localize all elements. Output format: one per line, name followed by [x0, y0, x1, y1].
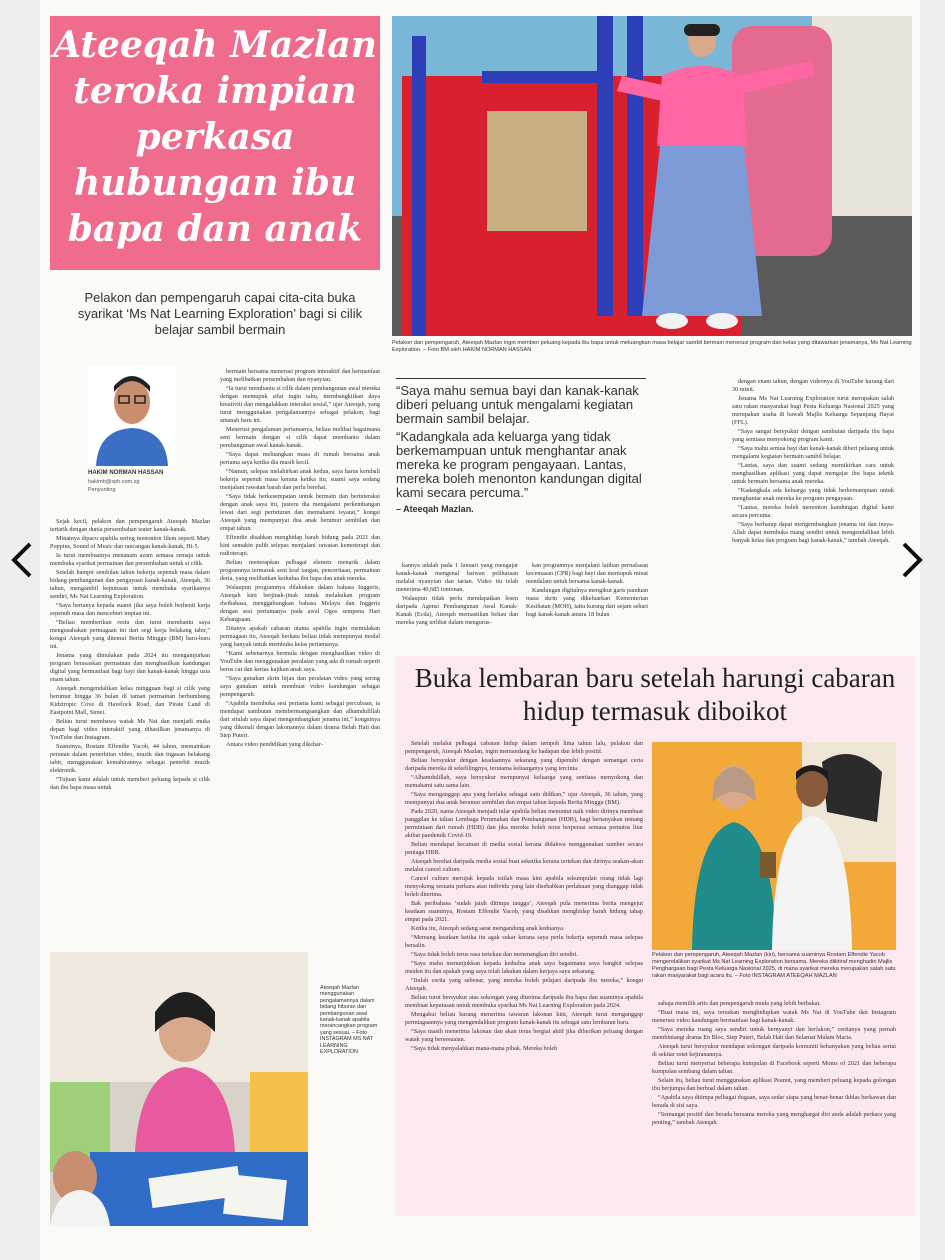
article-column-4 — [526, 562, 648, 642]
class-photo-caption: Ateeqah Mazlan menggunakan pengalamannya dalam bidang hiburan dan pembangunan awal kanak-kanak apabila merancangkan program yang sesuai. – Foto INSTAGRAM MS NAT LEARNING EXPLORATION — [320, 985, 378, 1056]
section-2-column-2 — [652, 1000, 896, 1212]
paragraph: “Saya tidak berkesempatan untuk bermain dan berinteraksi dengan anak saya itu, justeru dia mengalami perkembangan lewat dari segi pertuturan dan memahami isyarat,” kongsi Ateeqah yang mempunyai dua anak berumur sembilan dan empat tahun. — [220, 493, 380, 532]
class-photo-illustration — [50, 952, 308, 1226]
paragraph: Setelah melalui pelbagai cabaran hidup dalam tempoh lima tahun lalu, pelakon dan pempengaruh, Ateeqah Mazlan, ingin memandang ke hadapan dan lebih positif. — [405, 740, 643, 755]
paragraph: dengan enam tahun, dengan videonya di YouTube kurang dari 30 minit. — [732, 378, 894, 393]
paragraph: “Kadangkala ada keluarga yang tidak berkemampuan untuk menghantar anak mereka ke program pengayaan. — [732, 487, 894, 502]
paragraph: “Saya sangat bersyukur dengan sambutan daripada ibu bapa yang sentiasa menyokong program kami. — [732, 428, 894, 443]
section-2-column-1 — [405, 740, 643, 1210]
paragraph: “Saya gunakan skrin hijau dan peralatan video yang sering saya gunakan untuk membuat video kandungan sebagai pempengaruh. — [220, 675, 380, 698]
paragraph: Walaupun tidak perlu mendapatkan lesen daripada Agensi Pembangunan Awal Kanak-Kanak (Ecda), Ateeqah memastikan beliau dan mereka yang terlibat dalam mengurus- — [396, 595, 518, 626]
couple-photo-caption: Pelakon dan pempengaruh, Ateeqah Mazlan (kiri), bersama suaminya Rostam Effendie Yacob mengendalikan syarikat Ms Nat Learning Exploration bersama. Mereka diiktiraf menghadiri Majlis Penghargaan bagi Pesta Keluarga Nasional 2025, di mana syarikat mereka merupakan salah satu rakan masyarakat bagi acara itu. – Foto INSTAGRAM ATEEQAH MAZLAN — [652, 952, 896, 979]
paragraph: “Saya masih menerima lakonan dan akan terus bergiat aktif jika diberikan peluang dengan watak yang bersesuaian. — [405, 1028, 643, 1043]
paragraph: “Saya tidak boleh terus rasa tertekan dan menenangkan diri sendiri. — [411, 951, 579, 958]
paragraph: Beliau turut menyertai beberapa kumpulan di Facebook seperti Moms of 2021 dan beberapa kumpulan sembang dalam talian. — [652, 1060, 896, 1075]
paragraph: Beliau turut bersyukur atas sokongan yang diterima daripada ibu bapa dan suaminya apabila membuat keputusan untuk membuka syarikat Ms Nat Learning Exploration pada 2024. — [405, 994, 643, 1009]
headline: Ateeqah Mazlan teroka impian perkasa hubungan ibu bapa dan anak — [53, 24, 377, 250]
class-photo — [50, 952, 308, 1226]
paragraph: kan programnya menjalani latihan pernafasan kecemasan (CPR) bagi bayi dan memupuk minat mendalam untuk bersama kanak-kanak. — [526, 562, 648, 585]
paragraph: Pada 2020, nama Ateeqah menjadi tular apabila beliau menuntut naik video dirinya membuat panggilan ke talian Lembaga Perumahan dan Pembangunan (HDB), bagi bertanyakan tentang permintaan dari rumah (HDB) dan jika mereka boleh terus berperasi semasa pemutus litar akibat pandemik Covid-19. — [405, 808, 643, 839]
author-photo — [88, 366, 176, 466]
paragraph: Menerusi pengalaman pertamanya, beliau melihat bagaimana seni bermain dengan si cilik dapat membantu dalam pembangunan awal kanak-kanak. — [220, 426, 380, 449]
main-photo — [392, 16, 912, 336]
paragraph: “Beliau memberikan restu dan turut membantu saya mengusahakan perniagaan ini dari segi kerja belakang tabir,” kongsi Ateeqah yang ditemui Berita Minggu (BM) baru-baru ini. — [50, 619, 210, 650]
paragraph: “Lantas, saya dan suami sedang memikirkan cara untuk menghasilkan aplikasi yang dapat mengajar ibu bapa teknik untuk bermain bersama anak mereka. — [732, 462, 894, 485]
paragraph: Cancel culture merujuk kepada istilah masa kini apabila sekumpulan orang tidak lagi menyokong sesuatu perkara atau individu yang lain disebabkan perlakuan yang dianggap tidak boleh diterima. — [405, 875, 643, 898]
newspaper-page — [40, 0, 920, 1260]
main-photo-illustration — [392, 16, 912, 336]
paragraph: Walaupun programnya dilakukan dalam bahasa Inggeris, Ateeqah kini berjinak-jinak untuk melakukan program dwibahasa, menggabungkan bahasa Melayu dan Inggeris dengan sesi pertamanya pada awal Ogos sempena Hari Kebangsaan. — [220, 584, 380, 623]
paragraph: “Itulah cerita yang sebenar, yang mereka boleh pelajari daripada ibu mereka,” kongsi Ateeqah. — [405, 977, 643, 992]
subheadline: Pelakon dan pempengaruh capai cita-cita buka syarikat ‘Ms Nat Learning Exploration’ bagi si cilik belajar sambil bermain — [77, 290, 363, 337]
chevron-left-icon — [10, 540, 34, 580]
paragraph: Mengakui beliau kurang menerima tawaran lakonan kini, Ateeqah turut menganggap permiagaannya yang mengendalikan program kanak-kanak itu sebagai satu lembaran baru. — [405, 1011, 643, 1026]
paragraph: Jenama yang dimulakan pada 2024 itu mengamjurkan program berasaskan permainan dan menghasilkan kandungan digital yang bermanfaat bagi bayi dan kanak-kanak hingga usia enam tahun. — [50, 652, 210, 683]
paragraph: “Saya bertanya kepada suami jika saya boleh berhenti kerja sepenuh masa dan menceburi impian ini. — [50, 602, 210, 617]
paragraph: Effendie disahkan menghidap barah hidung pada 2021 dan kini semakin pulih selepas menjalani rawatan kemoterapi dan radioterapi. — [220, 534, 380, 557]
article-column-2 — [220, 368, 380, 950]
byline-email: hakimh@sph.com.sg — [88, 479, 140, 485]
paragraph: “Tujuan kami adalah untuk memberi peluang kepada si cilik dan ibu bapa masa untuk — [50, 776, 210, 791]
chevron-right-icon — [900, 540, 924, 580]
paragraph: Beliau bersyukur dengan keadaannya sekarang yang dipenuhi dengan semangat ceria daripada mereka di sekelilingnya, terutama keluarganya yang tercinta. — [405, 757, 643, 772]
paragraph: bermain bersama menerusi program interaktif dan bermanfaat yang melibatkan persembahan dan nyanyian. — [220, 368, 380, 383]
paragraph: Beliau mendapat kecaman di media sosial kerana didakwa menggunakan sumber secara peniaga HBB. — [405, 841, 643, 856]
quote-line-1: “Saya mahu semua bayi dan kanak-kanak diberi peluang untuk mengalami kegiatan bermain sambil belajar. — [396, 383, 639, 426]
pull-quote — [396, 384, 644, 544]
paragraph: “Saya mereka ruang saya sendiri untuk bernyanyi dan berlakon,” ceritanya yang pernah membintangi drama En Bloc, Step Puteri, Belah Hati dan Selamat Malam Maria. — [652, 1026, 896, 1041]
byline-role: Penyunting — [88, 487, 116, 493]
headline-box — [50, 16, 380, 270]
paragraph: Ateeqah mengendalikan kelas mingguan bagi si cilik yang berumur hingga 36 bulan di taman permainan berbumbung Kidztropic Cove di Havelock Road, dan Pirate Land di Eastpoint Mall, Simei. — [50, 685, 210, 716]
paragraph: “Saya tidak menyalahkan mana-mana pihak. Mereka boleh — [411, 1045, 558, 1052]
paragraph: sahaja memilih artis dan pempengaruh muda yang lebih berbakat. — [658, 1000, 821, 1007]
paragraph: Ditanya apakah cabaran utama apabila ingin memulakan perniagaan itu, Ateeqah berkata beliau tidak mempunyai modal yang banyak untuk membuka kelas pertamanya. — [220, 625, 380, 648]
paragraph: Selain itu, beliau turut menggunakan aplikasi Peanut, yang memberi peluang kepada golongan ibu berjumpa dan berbual dalam talian. — [652, 1077, 896, 1092]
next-page-button[interactable] — [900, 540, 924, 580]
article-column-3 — [396, 562, 518, 642]
paragraph: Ateeqah berehat daripada media sosial buat seketika kerana tertekan dan dirinya seakan-akan melalui cancel culture. — [405, 858, 643, 873]
paragraph: Suaminya, Rostam Effendie Yacob, 44 tahun, memainkan peranan dalam penerbitan video, muzik dan tugasan belakang tabir, menggunakan kemahirannya sebagai penerbit muzik elektronik. — [50, 743, 210, 774]
paragraph: “Memang keadaan ketika itu agak sukar kerana saya perlu bekerja sepenuh masa selepas bersalin. — [405, 934, 643, 949]
article-column-1 — [50, 518, 210, 950]
paragraph: Beliau turut membawa watak Ms Nat dan menjadi muka depan bagi video interaktif yang dihasilkan jenamanya di YouTube dan Instagram. — [50, 718, 210, 741]
paragraph: Kandungan digitalnya mengikut garis panduan masa skrin yang dikeluarkan Kementerian Kesihatan (MOH), iaitu kurang dari sejam sehari bagi kanak-kanak antara 18 bulan — [526, 587, 648, 618]
paragraph: “Apabila membuka sesi pertama kami sebagai percubaan, ia mendapat sambutan membermangsangkan dan alhamdulillah dari situlah saya dapat mengembangkan jenama ini,” kongsinya yang dikenali dengan lakonannya dalam drama Belah Hati dan Step Puteri. — [220, 700, 380, 739]
prev-page-button[interactable] — [10, 540, 34, 580]
section-2-headline: Buka lembaran baru setelah harungi cabaran hidup termasuk diboikot — [414, 663, 896, 726]
couple-photo — [652, 742, 896, 950]
paragraph: “Kami sebenarnya bermula dengan menghasilkan video di YouTube dan menggunakan peralatan yang ada di rumah seperti berus cat dan kertas kajikan anak saya. — [220, 650, 380, 673]
main-photo-caption: Pelakon dan pempengaruh, Ateeqah Mazlan ingin memberi peluang kepada ibu bapa untuk meluangkan masa belajar sambil bermain menerusi program dan kelas yang ditawarkan jenamanya, Ms Nat Learning Exploration. – Foto BM oleh HAKIM NORMAN HASSAN — [392, 340, 912, 353]
paragraph: “Saya berharap dapat mengembangkan jenama ini dan insya-Allah dapat membuka ruang sendiri untuk mengendalikan lebih banyak kelas dan program bagi kanak-kanak,” tambah Ateeqah. — [732, 521, 894, 544]
paragraph: Minatnya dipacu apabila sering menonton filem seperti Mary Poppins, Sound of Music dan rancangan kanak-kanak, Hi-5. — [50, 535, 210, 550]
author-portrait — [88, 366, 176, 466]
paragraph: Jenama Ms Nat Learning Exploration turut merupakan salah satu rakan masyarakat bagi Pesta Keluarga Nasional 2025 yang merupakan usaha di bawah Majlis Keluarga Sepanjang Hayat (FFL). — [732, 395, 894, 426]
paragraph: Beliau menerapkan pelbagai elemen menarik dalam programnya termasuk seni kraf tangan, penceritaan, permainan deria, yang melibatkan kedudua ibu bapa dan anak mereka. — [220, 559, 380, 582]
paragraph: “Buat masa ini, saya teruskan menghidupkan watak Ms Nat di YouTube dan Instagram menerusi video kandungan bermanfaat bagi kanak-kanak. — [652, 1009, 896, 1024]
paragraph: Antara video pendidikan yang dikehar- — [226, 741, 323, 748]
paragraph: Ketika itu, Ateeqah sedang sarat mengandung anak keduanya. — [411, 925, 565, 932]
paragraph: “Lantas, mereka boleh menonton kandungan digital kami secara percuma. — [732, 504, 894, 519]
byline-name: HAKIM NORMAN HASSAN — [88, 470, 164, 476]
paragraph: Sejak kecil, pelakon dan pempengaruh Ateeqah Mazlan tertarik dengan dunia persembahan teater kanak-kanak. — [50, 518, 210, 533]
paragraph: “Saya dapat meluangkan masa di rumah bersama anak pertama saya ketika dia masih kecil. — [220, 451, 380, 466]
paragraph: “Alhamdulillah, saya bersyukur mempunyai keluarga yang sentiasa menyokong dan memahami satu sama lain. — [405, 774, 643, 789]
quote-top-rule — [396, 378, 646, 379]
paragraph: “Saya mahu menunjukkan kepada kedudua anak saya bagaimana saya bangkit selepas insiden itu dan apakah yang saya telah lakukan dalam kerjaya saya sekarang. — [405, 960, 643, 975]
quote-attribution: – Ateeqah Mazlan. — [396, 504, 474, 514]
paragraph: Setelah hampir sembilan tahun bekerja sepenuh masa dalam bidang pembangunan dan pengayaan kanak-kanak, Ateeqah, 36 tahun, mengambil keputusan untuk membuka syarikatnya sendiri, Ms Nat Learning Exploration. — [50, 569, 210, 600]
quote-line-2: “Kadangkala ada keluarga yang tidak berkemampuan untuk menghantar anak mereka ke program pengayaan. Lantas, mereka boleh menonton kandungan digital kami secara percuma.” — [396, 429, 642, 500]
article-column-5 — [732, 378, 894, 648]
paragraph: kannya adalah pada 1 Januari yang mengajar kanak-kanak mengenal haiwan peliharaan melalui nyanyian dan tarian. Video itu telah menerima 40,685 tontonan. — [396, 562, 518, 593]
paragraph: “Ia turut membantu si cilik dalam pembangunan awal mereka dengan memupuk sifat ingin tahu, membangkitkan daya kreativiti dan mengalakkan interaksi sosial,” ujar Ateeqah, yang turut menggunakan pengalamannya sebagai pelakon, bagi amanah baru ini. — [220, 385, 380, 424]
paragraph: Ia turut membuatnya menanam azam semasa remaja untuk membuka syarikat permainan dan persembahan untuk si cilik. — [50, 552, 210, 567]
couple-photo-illustration — [652, 742, 896, 950]
paragraph: “Saya menganggap apa yang berlaku sebagai satu didikan,” ujar Ateeqah, 36 tahun, yang mempunyai dua anak berumur sembilan dan empat tahun kepada Berita Minggu (BM). — [405, 791, 643, 806]
paragraph: Ateeqah turut bersyukur mendapat sokongan daripada komuniti kebanyakan yang beliau sertai di sekitar estet kejiranannya. — [652, 1043, 896, 1058]
paragraph: “Semangat positif dan berada bersama mereka yang menghargai diri anda adalah perkara yang penting,” tambah Ateeqah. — [652, 1111, 896, 1126]
paragraph: Bak peribahasa ‘sudah jatuh ditimpa tangga’, Ateeqah pula menerima berita mengejut keadaan suaminya, Rostam Effendie Yacob, yang disahkan menghidap barah hidung tahap empat pada 2021. — [405, 900, 643, 923]
paragraph: “Saya mahu semua bayi dan kanak-kanak diberi peluang untuk mengalami kegiatan bermain sambil belajar. — [732, 445, 894, 460]
paragraph: “Apabila saya ditimpa pelbagai dugaan, saya sedar siapa yang benar-benar ikhlas berkawan dan berada di sisi saya. — [652, 1094, 896, 1109]
paragraph: “Namun, selepas melahirkan anak kedua, saya harus kembali bekerja sepenuh masa kerana ketika itu, suami saya sedang menjalani rawatan barah dan perlu berehat. — [220, 468, 380, 491]
